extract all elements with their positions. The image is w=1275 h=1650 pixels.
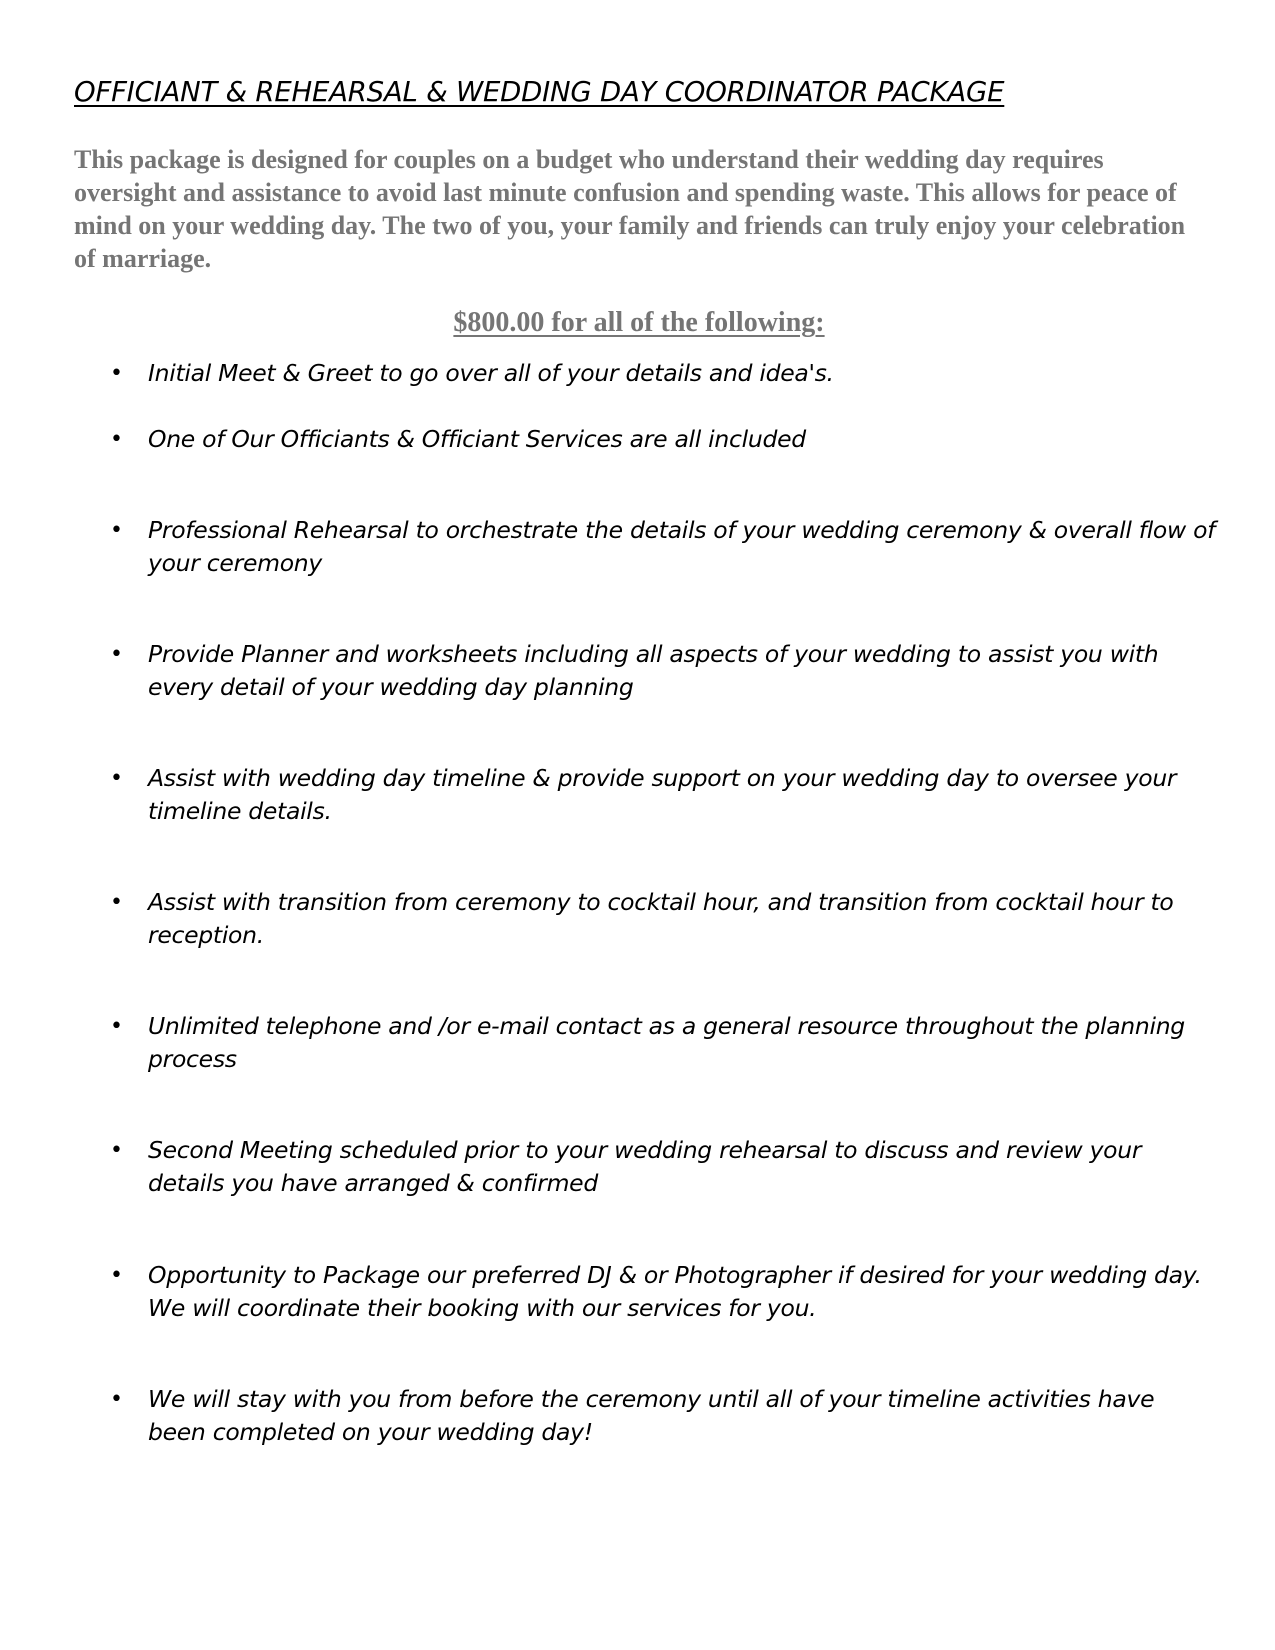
list-item-text: Assist with transition from ceremony to cocktail hour, and transition from cocktail hour to reception. — [148, 888, 1174, 949]
bullet-icon: • — [110, 1387, 123, 1412]
list-item-text: Assist with wedding day timeline & provide support on your wedding day to oversee your timeline details. — [148, 764, 1177, 825]
package-description: This package is designed for couples on a budget who understand their wedding day requires oversight and assistance to avoid last minute confusion and spending waste. This allows for peace of mind on your wedding day. The two of you, your family and friends can truly enjoy your celebration of marriage. — [74, 145, 1186, 273]
list-item-text: One of Our Officiants & Officiant Services are all included — [148, 425, 806, 453]
package-price: $800.00 for all of the following: — [453, 307, 825, 338]
bullet-icon: • — [110, 766, 123, 791]
bullet-icon: • — [110, 1014, 123, 1039]
list-item-text: Opportunity to Package our preferred DJ & or Photographer if desired for your wedding day. We will coordinate their booking with our services for you. — [148, 1261, 1202, 1322]
list-item-text: Initial Meet & Greet to go over all of your details and idea's. — [148, 359, 834, 387]
bullet-icon: • — [110, 518, 123, 543]
list-item-text: Unlimited telephone and /or e-mail contact as a general resource throughout the planning process — [148, 1012, 1185, 1073]
list-item-text: Professional Rehearsal to orchestrate the details of your wedding ceremony & overall flow of your ceremony — [148, 516, 1216, 577]
bullet-icon: • — [110, 1263, 123, 1288]
bullet-icon: • — [110, 890, 123, 915]
bullet-icon: • — [110, 1138, 123, 1163]
list-item-text: We will stay with you from before the ceremony until all of your timeline activities have been completed on your wedding day! — [148, 1385, 1155, 1446]
bullet-icon: • — [110, 427, 123, 452]
bullet-icon: • — [110, 361, 123, 386]
package-title: OFFICIANT & REHEARSAL & WEDDING DAY COORDINATOR PACKAGE — [74, 76, 1005, 108]
list-item-text: Provide Planner and worksheets including all aspects of your wedding to assist you with every detail of your wedding day planning — [148, 640, 1159, 701]
bullet-icon: • — [110, 642, 123, 667]
list-item-text: Second Meeting scheduled prior to your wedding rehearsal to discuss and review your details you have arranged & confirmed — [148, 1136, 1142, 1197]
